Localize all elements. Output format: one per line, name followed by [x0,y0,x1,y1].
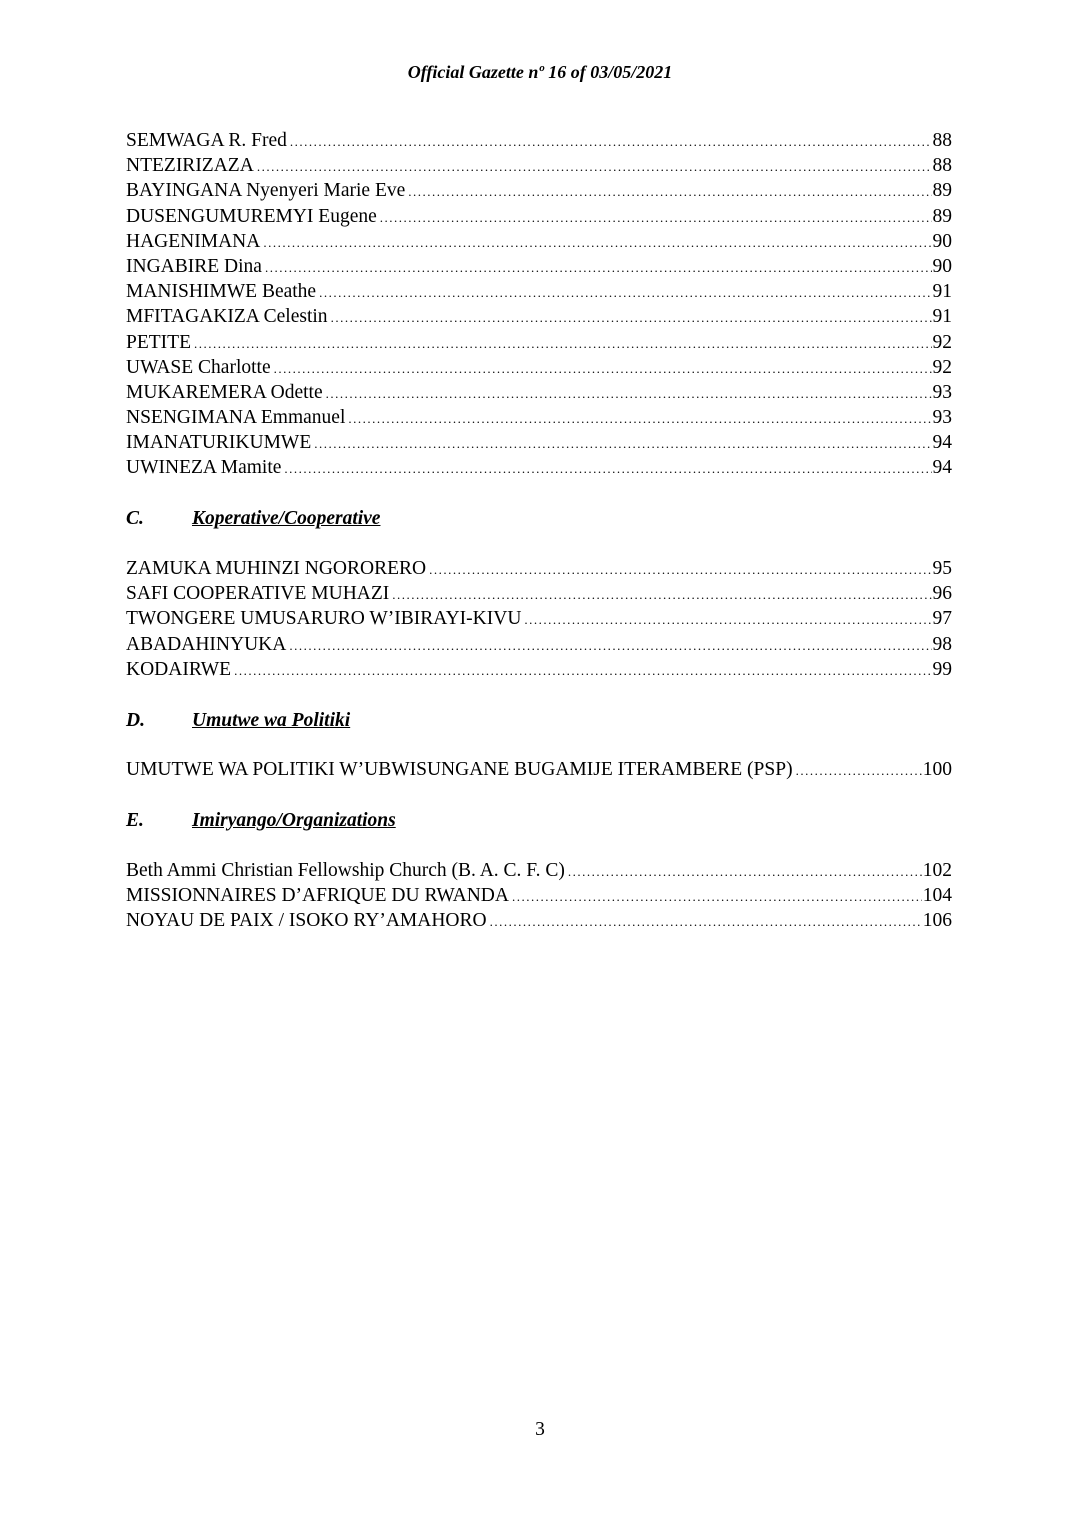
toc-leader [263,230,931,254]
toc-entry-name: BAYINGANA Nyenyeri Marie Eve [126,180,406,202]
toc-entry [126,757,952,782]
toc-entry [126,204,952,229]
toc-entry [126,405,952,430]
toc-entry-name: PETITE [126,331,191,353]
toc-entry-name: MISSIONNAIRES D’AFRIQUE DU RWANDA [126,885,509,907]
toc-leader [512,884,922,908]
toc-entry-page: 95 [932,558,952,579]
toc-entry-page: 88 [932,130,952,151]
toc-leader [331,305,932,329]
toc-entry-name: SEMWAGA R. Fred [126,130,287,151]
toc-entry [126,330,952,355]
toc-entry-page: 91 [932,306,952,328]
toc-entry-name: ZAMUKA MUHINZI NGORORERO [126,558,427,579]
toc-entry-page: 92 [932,356,952,378]
toc-block-c [126,556,952,682]
toc-leader [429,557,931,581]
section-letter: D. [126,710,145,731]
toc-leader [284,456,931,480]
page-header: Official Gazette nº 16 of 03/05/2021 [407,62,673,82]
toc-entry-page: 89 [932,180,952,202]
toc-entry-name: UMUTWE WA POLITIKI W’UBWISUNGANE BUGAMIJE ITERAMBERE (PSP) [126,759,793,780]
toc-leader [194,331,932,355]
toc-entry [126,455,952,480]
toc-entry [126,355,952,380]
toc-entry-name: NSENGIMANA Emmanuel [126,407,346,429]
section-title: Koperative/Cooperative [192,508,381,529]
toc-entry-page: 90 [932,230,952,252]
toc-entry-page: 94 [932,432,952,454]
toc-entry [126,304,952,329]
toc-entry-name: MANISHIMWE Beathe [126,281,317,303]
section-heading-e [126,808,396,833]
toc-entry-page: 93 [932,407,952,429]
toc-leader [290,129,932,153]
section-title: Imiryango/Organizations [192,810,396,831]
toc-leader [265,255,932,279]
toc-entry [126,581,952,606]
toc-entry-name: DUSENGUMUREMYI Eugene [126,205,377,227]
toc-entry [126,858,952,883]
toc-leader [490,909,922,933]
toc-leader [289,633,931,657]
toc-leader [796,758,922,782]
toc-entry-name: SAFI COOPERATIVE MUHAZI [126,583,390,605]
toc-entry [126,606,952,631]
toc-entry-page: 91 [932,281,952,303]
toc-leader [524,607,931,631]
section-heading-d [126,708,350,733]
toc-leader [319,280,931,304]
toc-entry-page: 100 [922,759,952,780]
section-letter: E. [126,810,144,831]
toc-entry [126,279,952,304]
toc-entry [126,229,952,254]
toc-block-d [126,757,952,782]
toc-entry-page: 97 [932,608,952,630]
toc-entry-page: 102 [922,860,952,881]
toc-entry-page: 104 [922,885,952,907]
toc-entry [126,632,952,657]
toc-entry [126,178,952,203]
toc-entry-page: 99 [932,658,952,680]
toc-entry-page: 90 [932,255,952,277]
toc-block-e [126,858,952,934]
toc-entry [126,153,952,178]
toc-entry [126,908,952,933]
toc-entry [126,883,952,908]
toc-block-b [126,128,952,481]
toc-leader [568,859,922,883]
toc-leader [380,205,932,229]
toc-leader [274,356,932,380]
toc-leader [348,406,931,430]
toc-entry-name: IMANATURIKUMWE [126,432,312,454]
toc-entry-name: UWASE Charlotte [126,356,271,378]
toc-leader [314,431,931,455]
toc-entry [126,430,952,455]
toc-entry-page: 93 [932,381,952,403]
toc-entry-name: UWINEZA Mamite [126,457,282,479]
toc-entry-name: MFITAGAKIZA Celestin [126,306,328,328]
toc-entry-name: ABADAHINYUKA [126,633,287,655]
toc-entry-page: 89 [932,205,952,227]
toc-entry-page: 94 [932,457,952,479]
toc-entry [126,128,952,153]
toc-entry-page: 106 [922,910,952,932]
toc-entry-page: 96 [932,583,952,605]
toc-entry-page: 88 [932,155,952,177]
toc-entry-page: 98 [932,633,952,655]
page-number: 3 [535,1419,545,1440]
toc-entry [126,380,952,405]
toc-leader [392,582,931,606]
toc-leader [408,179,931,203]
toc-entry-name: HAGENIMANA [126,230,261,252]
toc-entry-name: NOYAU DE PAIX / ISOKO RY’AMAHORO [126,910,487,932]
section-letter: C. [126,508,144,529]
toc-leader [234,658,931,682]
toc-entry-name: TWONGERE UMUSARURO W’IBIRAYI-KIVU [126,608,522,630]
toc-entry-page: 92 [932,331,952,353]
toc-entry [126,254,952,279]
toc-entry-name: INGABIRE Dina [126,255,262,277]
toc-entry-name: NTEZIRIZAZA [126,155,254,177]
toc-entry-name: Beth Ammi Christian Fellowship Church (B. A. C. F. C) [126,860,565,881]
toc-leader [326,381,932,405]
toc-entry [126,556,952,581]
toc-entry-name: KODAIRWE [126,658,232,680]
toc-leader [257,154,932,178]
toc-entry [126,657,952,682]
toc-entry-name: MUKAREMERA Odette [126,381,323,403]
section-title: Umutwe wa Politiki [192,710,351,731]
section-heading-c [126,506,380,531]
